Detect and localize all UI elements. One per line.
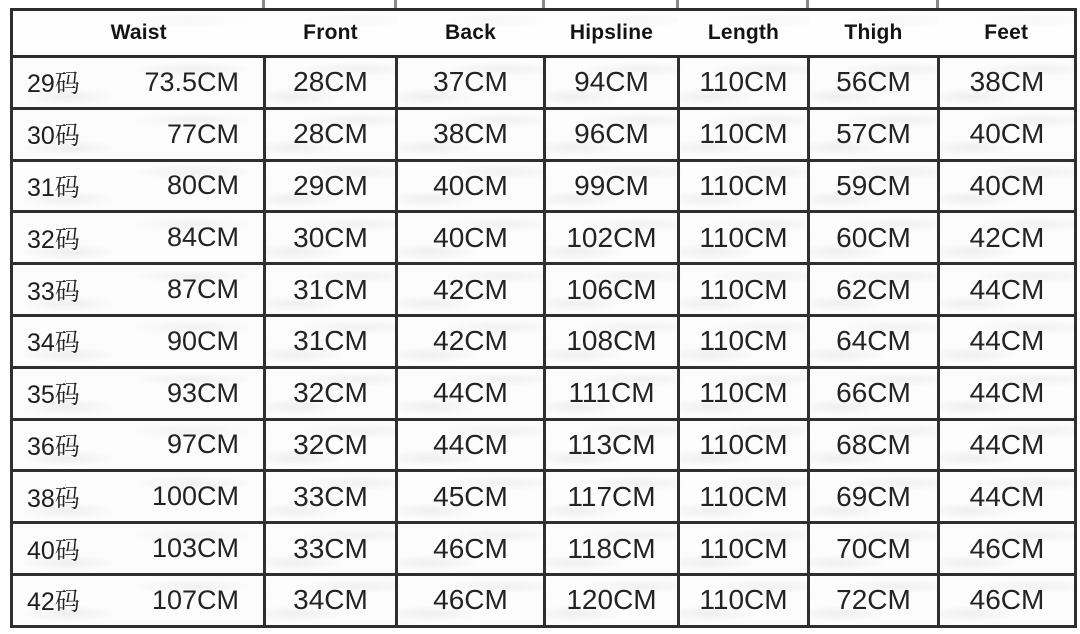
feet-value: 44CM [939, 264, 1076, 316]
feet-value: 44CM [939, 315, 1076, 367]
table-row [12, 160, 1076, 212]
front-value: 29CM [265, 160, 397, 212]
waist-cell-inner [13, 110, 263, 159]
column-header-length: Length [679, 10, 809, 57]
table-row [12, 419, 1076, 471]
front-value: 32CM [265, 367, 397, 419]
table-row [12, 315, 1076, 367]
length-value: 110CM [679, 264, 809, 316]
waist-cell [12, 264, 265, 316]
length-value: 110CM [679, 523, 809, 575]
feet-value: 44CM [939, 419, 1076, 471]
size-label: 30码 [27, 122, 80, 151]
waist-value: 107CM [151, 584, 239, 615]
waist-value: 97CM [166, 429, 239, 460]
table-row [12, 57, 1076, 109]
waist-value: 73.5CM [144, 66, 239, 97]
table-header-row [12, 10, 1076, 57]
feet-value: 42CM [939, 212, 1076, 264]
waist-value: 80CM [166, 170, 239, 201]
column-header-back: Back [397, 10, 545, 57]
back-value: 38CM [397, 108, 545, 160]
waist-value: 77CM [166, 118, 239, 149]
feet-value: 40CM [939, 108, 1076, 160]
hipsline-value: 99CM [545, 160, 679, 212]
back-value: 37CM [397, 57, 545, 109]
waist-cell-inner [13, 213, 263, 262]
length-value: 110CM [679, 212, 809, 264]
size-label: 40码 [27, 536, 80, 565]
back-value: 45CM [397, 471, 545, 523]
waist-cell-inner [13, 162, 263, 211]
thigh-value: 57CM [809, 108, 939, 160]
length-value: 110CM [679, 419, 809, 471]
thigh-value: 69CM [809, 471, 939, 523]
hipsline-value: 106CM [545, 264, 679, 316]
thigh-value: 72CM [809, 574, 939, 626]
thigh-value: 59CM [809, 160, 939, 212]
size-chart-table [10, 8, 1077, 628]
waist-value: 103CM [151, 533, 239, 564]
waist-cell [12, 574, 265, 626]
size-label: 38码 [27, 484, 80, 513]
waist-cell-inner [13, 472, 263, 521]
hipsline-value: 120CM [545, 574, 679, 626]
size-label: 33码 [27, 277, 80, 306]
front-value: 31CM [265, 315, 397, 367]
back-value: 42CM [397, 315, 545, 367]
length-value: 110CM [679, 108, 809, 160]
hipsline-value: 113CM [545, 419, 679, 471]
thigh-value: 70CM [809, 523, 939, 575]
front-value: 28CM [265, 108, 397, 160]
feet-value: 40CM [939, 160, 1076, 212]
feet-value: 46CM [939, 523, 1076, 575]
thigh-value: 64CM [809, 315, 939, 367]
waist-value: 84CM [166, 222, 239, 253]
column-header-thigh: Thigh [809, 10, 939, 57]
table-row [12, 523, 1076, 575]
length-value: 110CM [679, 471, 809, 523]
waist-cell-inner [13, 265, 263, 314]
waist-cell [12, 108, 265, 160]
length-value: 110CM [679, 160, 809, 212]
hipsline-value: 111CM [545, 367, 679, 419]
waist-cell-inner [13, 317, 263, 366]
table-row [12, 264, 1076, 316]
waist-cell-inner [13, 58, 263, 107]
back-value: 46CM [397, 574, 545, 626]
length-value: 110CM [679, 57, 809, 109]
waist-cell [12, 212, 265, 264]
length-value: 110CM [679, 315, 809, 367]
thigh-value: 62CM [809, 264, 939, 316]
waist-cell-inner [13, 421, 263, 470]
waist-cell [12, 419, 265, 471]
front-value: 31CM [265, 264, 397, 316]
hipsline-value: 102CM [545, 212, 679, 264]
size-label: 29码 [27, 70, 80, 99]
column-header-waist: Waist [12, 10, 265, 57]
back-value: 40CM [397, 212, 545, 264]
thigh-value: 60CM [809, 212, 939, 264]
table-row [12, 574, 1076, 626]
thigh-value: 66CM [809, 367, 939, 419]
column-header-hipsline: Hipsline [545, 10, 679, 57]
waist-cell [12, 315, 265, 367]
table-row [12, 367, 1076, 419]
size-table-body [12, 57, 1076, 627]
waist-value: 90CM [166, 325, 239, 356]
waist-cell [12, 57, 265, 109]
waist-value: 100CM [151, 481, 239, 512]
size-label: 34码 [27, 329, 80, 358]
front-value: 34CM [265, 574, 397, 626]
front-value: 28CM [265, 57, 397, 109]
front-value: 30CM [265, 212, 397, 264]
size-label: 31码 [27, 173, 80, 202]
table-row [12, 212, 1076, 264]
waist-value: 93CM [166, 377, 239, 408]
waist-cell-inner [13, 576, 263, 625]
waist-cell-inner [13, 369, 263, 418]
back-value: 44CM [397, 419, 545, 471]
hipsline-value: 96CM [545, 108, 679, 160]
back-value: 42CM [397, 264, 545, 316]
front-value: 33CM [265, 523, 397, 575]
size-label: 42码 [27, 588, 80, 617]
size-label: 36码 [27, 432, 80, 461]
waist-value: 87CM [166, 274, 239, 305]
back-value: 44CM [397, 367, 545, 419]
feet-value: 44CM [939, 367, 1076, 419]
front-value: 33CM [265, 471, 397, 523]
hipsline-value: 118CM [545, 523, 679, 575]
waist-cell-inner [13, 524, 263, 573]
table-row [12, 108, 1076, 160]
length-value: 110CM [679, 367, 809, 419]
waist-cell [12, 471, 265, 523]
waist-cell [12, 367, 265, 419]
hipsline-value: 94CM [545, 57, 679, 109]
feet-value: 44CM [939, 471, 1076, 523]
length-value: 110CM [679, 574, 809, 626]
hipsline-value: 117CM [545, 471, 679, 523]
hipsline-value: 108CM [545, 315, 679, 367]
feet-value: 46CM [939, 574, 1076, 626]
table-row [12, 471, 1076, 523]
front-value: 32CM [265, 419, 397, 471]
size-label: 32码 [27, 225, 80, 254]
thigh-value: 56CM [809, 57, 939, 109]
size-label: 35码 [27, 381, 80, 410]
thigh-value: 68CM [809, 419, 939, 471]
back-value: 46CM [397, 523, 545, 575]
waist-cell [12, 160, 265, 212]
feet-value: 38CM [939, 57, 1076, 109]
waist-cell [12, 523, 265, 575]
back-value: 40CM [397, 160, 545, 212]
column-header-feet: Feet [939, 10, 1076, 57]
column-header-front: Front [265, 10, 397, 57]
